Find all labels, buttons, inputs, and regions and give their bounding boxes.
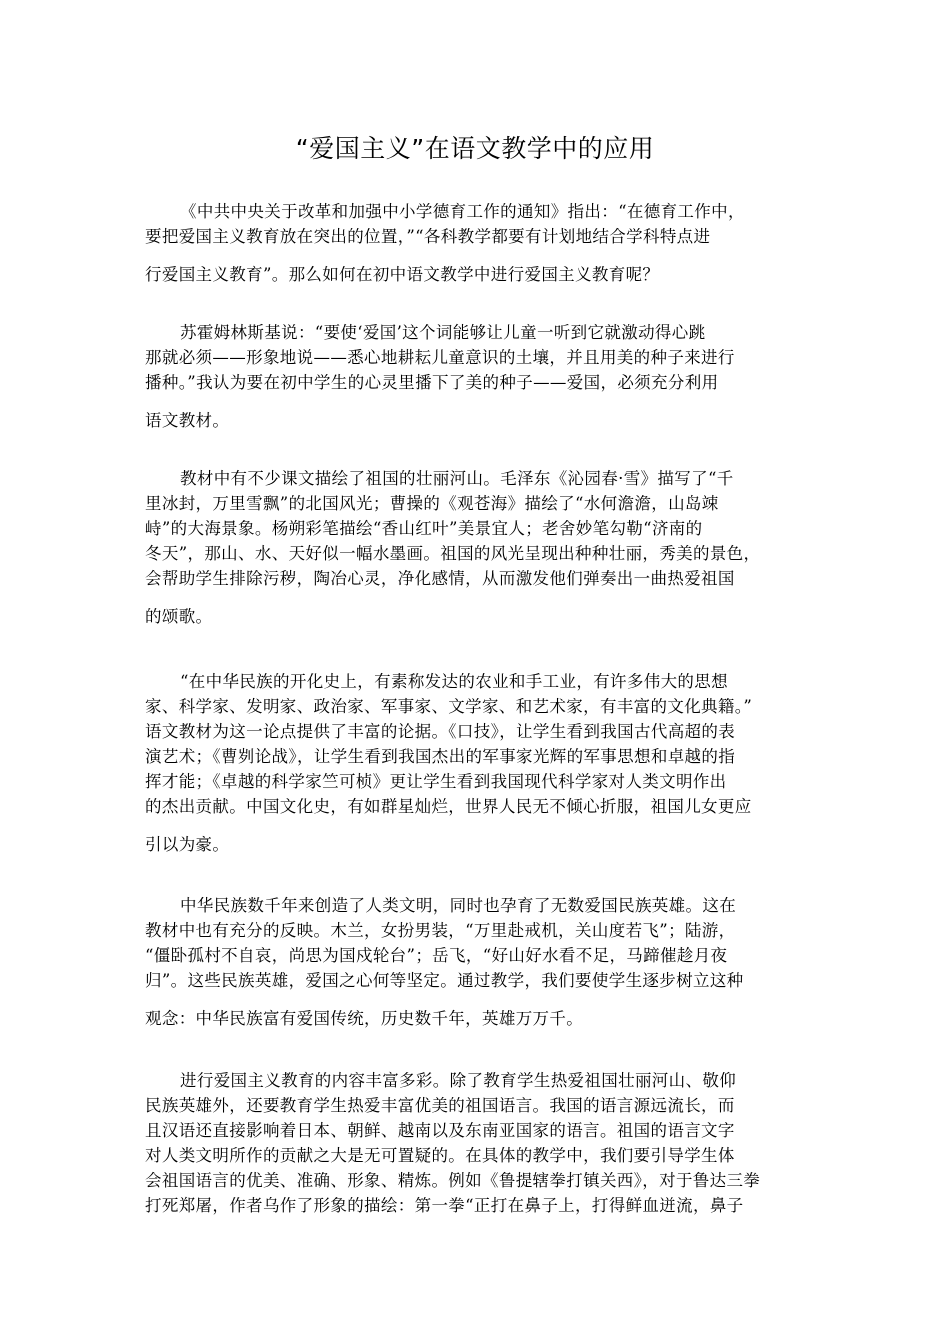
paragraph-line: 冬天”，那山、水、天好似一幅水墨画。祖国的风光呈现出种种壮丽，秀美的景色， [145, 544, 761, 563]
paragraph-line: 对人类文明所作的贡献之大是无可置疑的。在具体的教学中，我们要引导学生体 [145, 1146, 735, 1165]
paragraph-line: 教材中也有充分的反映。木兰，女扮男装，“万里赴戒机，关山度若飞”；陆游， [145, 921, 736, 940]
paragraph-line: 里冰封，万里雪飘”的北国风光；曹操的《观苍海》描绘了“水何澹澹，山岛竦 [145, 494, 719, 513]
paragraph-line: 播种。”我认为要在初中学生的心灵里播下了美的种子——爱国，必须充分利用 [145, 373, 719, 392]
paragraph-1 [145, 199, 807, 287]
paragraph-line: 家、科学家、发明家、政治家、军事家、文学家、和艺术家，有丰富的文化典籍。” [145, 697, 753, 716]
paragraph-line: 观念：中华民族富有爱国传统，历史数千年，英雄万万千。 [145, 1009, 584, 1028]
paragraph-line: “在中华民族的开化史上，有素称发达的农业和手工业，有许多伟大的思想 [180, 672, 728, 691]
paragraph-3 [145, 466, 807, 629]
paragraph-line: 苏霍姆林斯基说：“要使‘爱国’这个词能够让儿童一听到它就激动得心跳 [180, 323, 706, 342]
paragraph-line: 那就必须——形象地说——悉心地耕耘儿童意识的土壤，并且用美的种子来进行 [145, 348, 735, 367]
paragraph-line: 要把爱国主义教育放在突出的位置，”“各科教学都要有计划地结合学科特点进 [145, 227, 711, 246]
paragraph-line: 民族英雄外，还要教育学生热爱丰富优美的祖国语言。我国的语言源远流长，而 [145, 1096, 735, 1115]
paragraph-line: 的颂歌。 [145, 607, 213, 626]
paragraph-line: 中华民族数千年来创造了人类文明，同时也孕育了无数爱国民族英雄。这在 [180, 896, 737, 915]
paragraph-4 [145, 669, 807, 857]
paragraph-line: 引以为豪。 [145, 835, 230, 854]
document-title: “爱国主义”在语文教学中的应用 [295, 134, 655, 163]
paragraph-line: 归”。这些民族英雄，爱国之心何等坚定。通过教学，我们要使学生逐步树立这种 [145, 971, 744, 990]
paragraph-line: 教材中有不少课文描绘了祖国的壮丽河山。毛泽东《沁园春·雪》描写了“千 [180, 469, 734, 488]
paragraph-5 [145, 893, 807, 1031]
paragraph-line: 进行爱国主义教育的内容丰富多彩。除了教育学生热爱祖国壮丽河山、敬仰 [180, 1071, 737, 1090]
paragraph-line: 峙”的大海景象。杨朔彩笔描绘“香山红叶”美景宜人；老舍妙笔勾勒“济南的 [145, 519, 703, 538]
paragraph-2 [145, 320, 807, 433]
paragraph-line: 的杰出贡献。中国文化史，有如群星灿烂，世界人民无不倾心折服，祖国儿女更应 [145, 797, 752, 816]
paragraph-line: 语文教材为这一论点提供了丰富的论据。《口技》，让学生看到我国古代高超的表 [145, 722, 736, 741]
paragraph-line: 会祖国语言的优美、准确、形象、精炼。例如《鲁提辖拳打镇关西》，对于鲁达三拳 [145, 1171, 761, 1190]
paragraph-line: 且汉语还直接影响着日本、朝鲜、越南以及东南亚国家的语言。祖国的语言文字 [145, 1121, 735, 1140]
paragraph-line: 《中共中央关于改革和加强中小学德育工作的通知》指出：“在德育工作中， [180, 202, 745, 221]
paragraph-line: 会帮助学生排除污秽，陶冶心灵，净化感情，从而激发他们弹奏出一曲热爱祖国 [145, 569, 735, 588]
paragraph-6 [145, 1068, 807, 1218]
paragraph-line: 行爱国主义教育”。那么如何在初中语文教学中进行爱国主义教育呢？ [145, 265, 660, 284]
paragraph-line: 演艺术；《曹刿论战》，让学生看到我国杰出的军事家光辉的军事思想和卓越的指 [145, 747, 736, 766]
paragraph-line: 打死郑屠，作者乌作了形象的描绘：第一拳“正打在鼻子上，打得鲜血迸流，鼻子 [145, 1196, 744, 1215]
paragraph-line: 挥才能；《卓越的科学家竺可桢》更让学生看到我国现代科学家对人类文明作出 [145, 772, 727, 791]
paragraph-line: 语文教材。 [145, 411, 230, 430]
paragraph-line: “僵卧孤村不自哀，尚思为国戍轮台”；岳飞，“好山好水看不足，马蹄催趁月夜 [145, 946, 728, 965]
